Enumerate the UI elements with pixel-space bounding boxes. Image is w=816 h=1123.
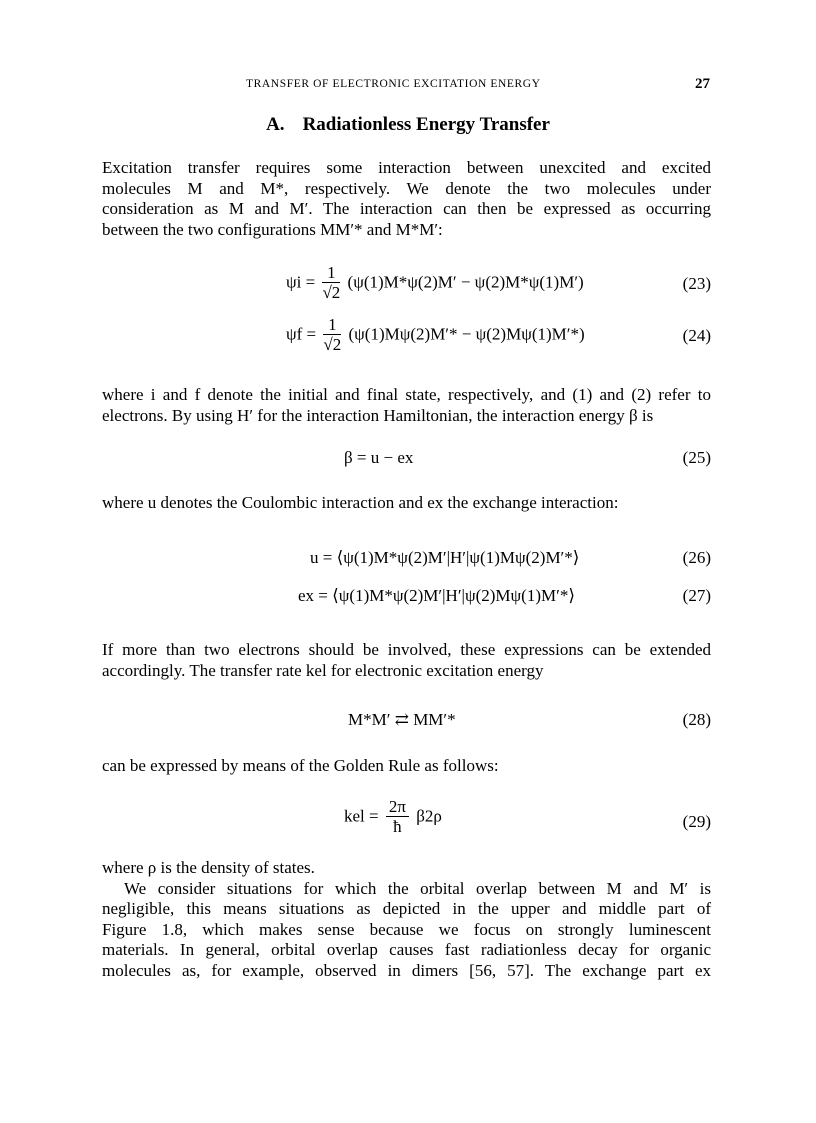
text-line: negligible, this means situations as depicted in the upper and middle part of — [102, 899, 711, 918]
paragraph-extension — [102, 640, 711, 681]
paragraph-states — [102, 385, 711, 426]
running-title: TRANSFER OF ELECTRONIC EXCITATION ENERGY — [246, 78, 541, 90]
text-line: can be expressed by means of the Golden Rule as follows: — [102, 756, 499, 775]
text-line: Excitation transfer requires some interaction between unexcited and excited — [102, 158, 711, 177]
text-line: molecules M and M*, respectively. We denote the two molecules under — [102, 178, 711, 198]
equation-25 — [102, 448, 711, 492]
paragraph-density — [102, 858, 711, 981]
equation-27 — [102, 586, 711, 630]
equation-body: ψi = $\frac{1}{√2}$ (ψ(1)M*ψ(2)M′ − ψ(2)M*ψ(1)M′) — [286, 263, 584, 302]
text-line: where ρ is the density of states. — [102, 858, 315, 877]
text-line: We consider situations for which the orbital overlap between M and M′ is — [124, 878, 711, 898]
equation-number: (26) — [682, 548, 711, 567]
section-number: A. — [266, 114, 285, 135]
equation-body: M*M′ ⇄ MM′* — [348, 710, 456, 729]
equation-body: kel = $\frac{2\pi}{ħ}$ β2ρ — [344, 797, 442, 836]
equation-number: (25) — [682, 448, 711, 467]
equation-body: β = u − ex — [344, 448, 414, 467]
text-line: materials. In general, orbital overlap causes fast radiationless decay for organic — [102, 940, 711, 959]
text-line: between the two configurations MM′* and M*M′: — [102, 219, 443, 239]
equation-29 — [102, 798, 711, 842]
equation-28 — [102, 710, 711, 754]
equation-24 — [102, 316, 711, 360]
text-line: where i and f denote the initial and final state, respectively, and (1) and (2) refer to — [102, 385, 711, 404]
paragraph-intro — [102, 158, 711, 240]
paragraph-coulomb — [102, 493, 711, 514]
text-line: where u denotes the Coulombic interaction and ex the exchange interaction: — [102, 493, 619, 512]
equation-body: u = ⟨ψ(1)M*ψ(2)M′|H′|ψ(1)Mψ(2)M′*⟩ — [310, 548, 580, 567]
equation-number: (27) — [682, 586, 711, 605]
text-line: Figure 1.8, which makes sense because we focus on strongly luminescent — [102, 919, 711, 939]
page-number: 27 — [695, 76, 710, 92]
equation-number: (23) — [682, 274, 711, 293]
equation-number: (24) — [682, 326, 711, 345]
section-title: Radiationless Energy Transfer — [302, 114, 550, 135]
text-line: electrons. By using H′ for the interaction Hamiltonian, the interaction energy β is — [102, 405, 654, 425]
text-line: molecules as, for example, observed in dimers [56, 57]. The exchange part ex — [102, 960, 711, 980]
equation-23 — [102, 264, 711, 308]
equation-number: (29) — [682, 812, 711, 831]
text-line: If more than two electrons should be involved, these expressions can be extended — [102, 640, 711, 659]
equation-number: (28) — [682, 710, 711, 729]
section-heading — [0, 114, 816, 136]
equation-body: ex = ⟨ψ(1)M*ψ(2)M′|H′|ψ(2)Mψ(1)M′*⟩ — [298, 586, 575, 605]
text-line: consideration as M and M′. The interaction can then be expressed as occurring — [102, 199, 711, 218]
text-line: accordingly. The transfer rate kel for electronic excitation energy — [102, 660, 544, 680]
running-header — [0, 76, 816, 96]
paragraph-golden-rule — [102, 756, 711, 777]
equation-body: ψf = $\frac{1}{√2}$ (ψ(1)Mψ(2)M′* − ψ(2)Mψ(1)M′*) — [286, 315, 585, 354]
